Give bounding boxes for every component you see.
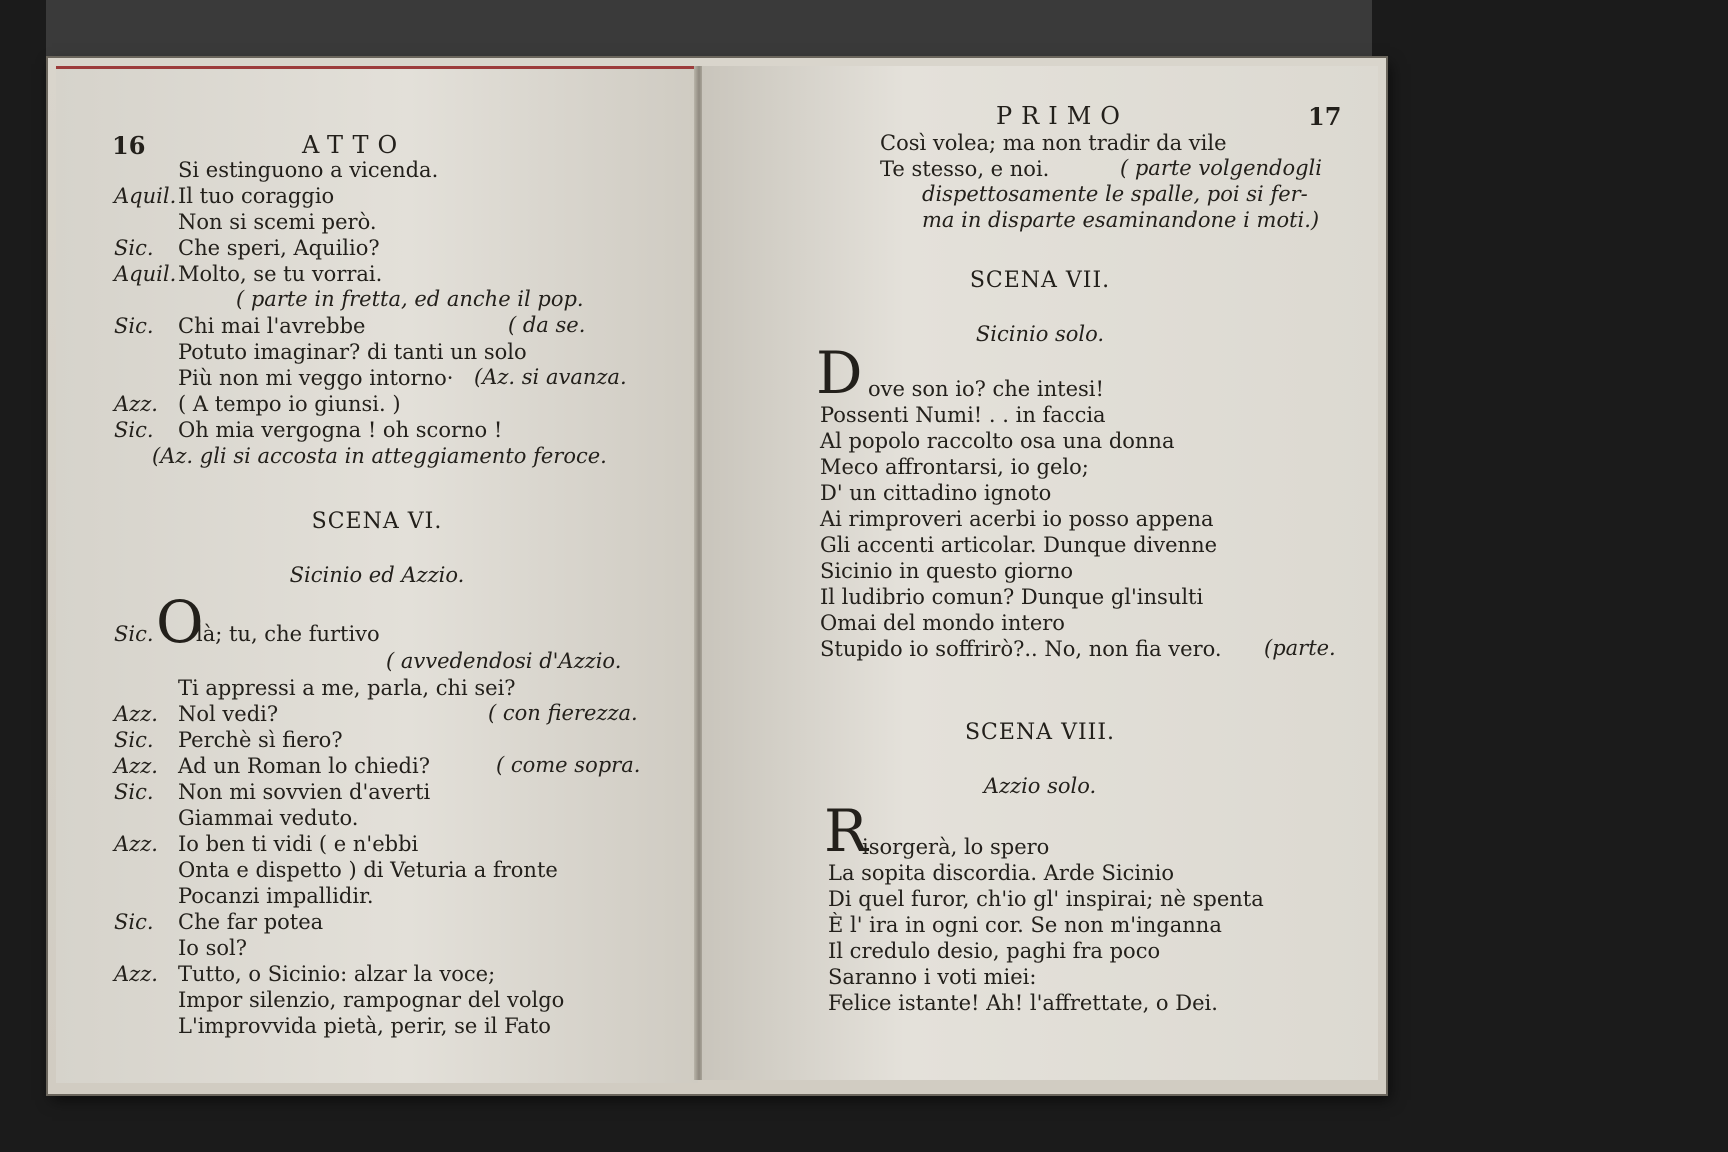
running-head-left: ATTO (302, 131, 407, 159)
stage-direction: ( come sopra. (496, 753, 641, 777)
verse-line: Così volea; ma non tradir da vile (880, 131, 1227, 155)
verse-line: Al popolo raccolto osa una donna (820, 429, 1175, 453)
verse-line: Azz. Io ben ti vidi ( e n'ebbi (114, 832, 419, 856)
verse-line: Azz. Tutto, o Sicinio: alzar la voce; (114, 962, 496, 986)
verse-line: Stupido io soffrirò?.. No, non fia vero. (820, 637, 1222, 661)
drop-cap: D (816, 339, 863, 407)
stage-direction: (Az. si avanza. (474, 365, 627, 389)
verse-line: Sic. Che speri, Aquilio? (114, 236, 380, 260)
verse-line: Gli accenti articolar. Dunque divenne (820, 533, 1218, 557)
stage-direction: ma in disparte esaminandone i moti.) (922, 208, 1320, 232)
verse-line: Aquil.Molto, se tu vorrai. (114, 262, 383, 286)
verse-line: Sicinio in questo giorno (820, 559, 1073, 583)
verse-line: Sic. Oh mia vergogna ! oh scorno ! (114, 418, 503, 442)
stage-direction: ( parte volgendogli (1120, 156, 1322, 180)
left-page (56, 66, 698, 1083)
verse-line: Sic. Perchè sì fiero? (114, 728, 343, 752)
page-number-right: 17 (1308, 102, 1342, 131)
verse-line: La sopita discordia. Arde Sicinio (828, 861, 1174, 885)
verse-line: Aquil.Il tuo coraggio (114, 184, 335, 208)
stage-direction: (parte. (1264, 636, 1336, 660)
verse-line: D' un cittadino ignoto (820, 481, 1052, 505)
scene-characters: Sicinio ed Azzio. (289, 563, 465, 587)
verse-line: Azz. ( A tempo io giunsi. ) (114, 392, 401, 416)
verse-line: isorgerà, lo spero (862, 835, 1050, 859)
stage-direction: ( parte in fretta, ed anche il pop. (236, 287, 584, 311)
verse-line: Sic. Chi mai l'avrebbe (114, 314, 366, 338)
verse-line: Azz. Nol vedi? (114, 702, 279, 726)
verse-line: Felice istante! Ah! l'affrettate, o Dei. (828, 991, 1218, 1015)
verse-line: Giammai veduto. (178, 806, 359, 830)
verse-line: Il ludibrio comun? Dunque gl'insulti (820, 585, 1204, 609)
verse-line: È l' ira in ogni cor. Se non m'inganna (828, 913, 1222, 937)
page-number-left: 16 (112, 131, 146, 160)
verse-line: Impor silenzio, rampognar del volgo (178, 988, 565, 1012)
scene-title: SCENA VI. (311, 509, 443, 534)
verse-line: Te stesso, e noi. (880, 157, 1050, 181)
verse-line: Ai rimproveri acerbi io posso appena (820, 507, 1214, 531)
scanner-backing (46, 0, 1372, 60)
open-book (48, 58, 1386, 1094)
verse-line: Sic. Che far potea (114, 910, 324, 934)
stage-direction: ( con fierezza. (488, 701, 638, 725)
verse-line: Più non mi veggo intorno· (178, 366, 454, 390)
verse-line: Saranno i voti miei: (828, 965, 1037, 989)
verse-line: Di quel furor, ch'io gl' inspirai; nè spenta (828, 887, 1264, 911)
drop-cap: O (156, 588, 204, 656)
verse-line: Il credulo desio, paghi fra poco (828, 939, 1161, 963)
verse-line: Meco affrontarsi, io gelo; (820, 455, 1089, 479)
verse-line: ove son io? che intesi! (868, 377, 1104, 401)
verse-line: L'improvvida pietà, perir, se il Fato (178, 1014, 551, 1038)
scene-characters: Sicinio solo. (975, 322, 1105, 346)
verse-line: Sic. Non mi sovvien d'averti (114, 780, 431, 804)
verse-line: Si estinguono a vicenda. (178, 158, 439, 182)
stage-direction: ( avvedendosi d'Azzio. (386, 649, 622, 673)
verse-line: Possenti Numi! . . in faccia (820, 403, 1106, 427)
running-head-right: PRIMO (996, 102, 1129, 130)
stage-direction: dispettosamente le spalle, poi si fer- (922, 182, 1308, 206)
verse-line: Omai del mondo intero (820, 611, 1065, 635)
right-page (702, 66, 1378, 1080)
verse-line: Non si scemi però. (178, 210, 377, 234)
verse-line: Onta e dispetto ) di Veturia a fronte (178, 858, 558, 882)
verse-line: Pocanzi impallidir. (178, 884, 374, 908)
verse-line: Potuto imaginar? di tanti un solo (178, 340, 527, 364)
scene-title: SCENA VIII. (964, 720, 1116, 745)
stage-direction: ( da se. (508, 313, 586, 337)
scene-title: SCENA VII. (969, 268, 1111, 293)
drop-cap: R (824, 797, 868, 865)
verse-line: Io sol? (178, 936, 248, 960)
verse-line: Azz. Ad un Roman lo chiedi? (114, 754, 430, 778)
verse-line: Sic. O là; tu, che furtivo (114, 588, 380, 656)
stage-direction: (Az. gli si accosta in atteggiamento feroce. (152, 444, 607, 468)
verse-line: Ti appressi a me, parla, chi sei? (178, 676, 516, 700)
scene-characters: Azzio solo. (983, 774, 1097, 798)
